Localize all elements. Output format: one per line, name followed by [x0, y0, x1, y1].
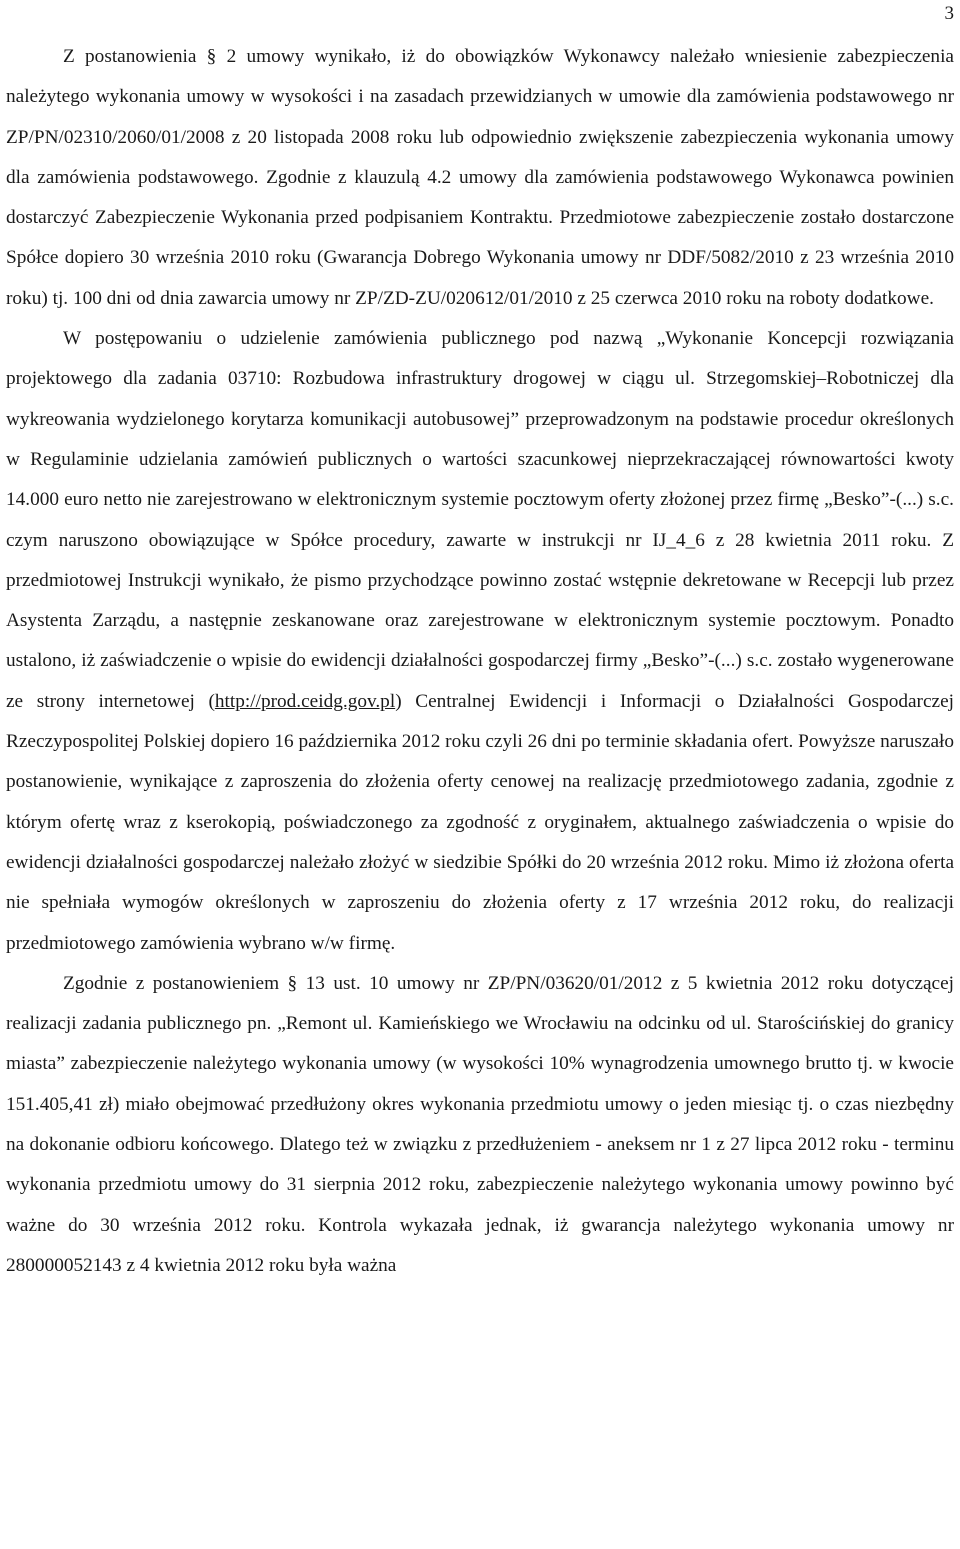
paragraph-performance-bond: Z postanowienia § 2 umowy wynikało, iż do obowiązków Wykonawcy należało wniesienie zabezpieczenia należytego wykonania umowy w wysokości i na zasadach przewidzianych w umowie dla zamówienia podstawowego nr ZP/PN/02310/2060/01/2008 z 20 listopada 2008 roku lub odpowiednio zwiększenie zabezpieczenia wykonania umowy dla zamówienia podstawowego. Zgodnie z klauzulą 4.2 umowy dla zamówienia podstawowego Wykonawca powinien dostarczyć Zabezpieczenie Wykonania przed podpisaniem Kontraktu. Przedmiotowe zabezpieczenie zostało dostarczone Spółce dopiero 30 września 2010 roku (Gwarancja Dobrego Wykonania umowy nr DDF/5082/2010 z 23 września 2010 roku) tj. 100 dni od dnia zawarcia umowy nr ZP/ZD-ZU/020612/01/2010 z 25 czerwca 2010 roku na roboty dodatkowe.: [6, 46, 954, 309]
page-number: 3: [944, 3, 954, 24]
paragraph-procurement-procedure: [6, 319, 954, 964]
paragraph-text-after-link: ) Centralnej Ewidencji i Informacji o Działalności Gospodarczej Rzeczypospolitej Polskiej dopiero 16 października 2012 roku czyli 26 dni po terminie składania ofert. Powyższe naruszało postanowienie, wynikające z zaproszenia do złożenia oferty cenowej na realizację przedmiotowego zadania, zgodnie z którym ofertę wraz z kserokopią, poświadczonego za zgodność z oryginałem, aktualnego zaświadczenia o wpisie do ewidencji działalności gospodarczej należało złożyć w siedzibie Spółki do 20 września 2012 roku. Mimo iż złożona oferta nie spełniała wymogów określonych w zaproszeniu do złożenia oferty z 17 września 2012 roku, do realizacji przedmiotowego zamówienia wybrano w/w firmę.: [6, 690, 954, 954]
paragraph-road-repair-contract: Zgodnie z postanowieniem § 13 ust. 10 umowy nr ZP/PN/03620/01/2012 z 5 kwietnia 2012 roku dotyczącej realizacji zadania publicznego pn. „Remont ul. Kamieńskiego we Wrocławiu na odcinku od ul. Starościńskiej do granicy miasta” zabezpieczenie należytego wykonania umowy (w wysokości 10% wynagrodzenia umownego brutto tj. w kwocie 151.405,41 zł) miało obejmować przedłużony okres wykonania przedmiotu umowy o jeden miesiąc tj. o czas niezbędny na dokonanie odbioru końcowego. Dlatego też w związku z przedłużeniem - aneksem nr 1 z 27 lipca 2012 roku - terminu wykonania przedmiotu umowy do 31 sierpnia 2012 roku, zabezpieczenie należytego wykonania umowy powinno być ważne do 30 września 2012 roku. Kontrola wykazała jednak, iż gwarancja należytego wykonania umowy nr 280000052143 z 4 kwietnia 2012 roku była ważna: [6, 972, 954, 1276]
document-body: [6, 37, 954, 1286]
paragraph-text-before-link: W postępowaniu o udzielenie zamówienia publicznego pod nazwą „Wykonanie Koncepcji rozwiązania projektowego dla zadania 03710: Rozbudowa infrastruktury drogowej w ciągu ul. Strzegomskiej–Robotniczej dla wykreowania wydzielonego korytarza komunikacji autobusowej” przeprowadzonym na podstawie procedur określonych w Regulaminie udzielania zamówień publicznych o wartości szacunkowej nieprzekraczającej równowartości kwoty 14.000 euro netto nie zarejestrowano w elektronicznym systemie pocztowym oferty złożonej przez firmę „Besko”-(...) s.c. czym naruszono obowiązujące w Spółce procedury, zawarte w instrukcji nr IJ_4_6 z 28 kwietnia 2011 roku. Z przedmiotowej Instrukcji wynikało, że pismo przychodzące powinno zostać wstępnie dekretowane w Recepcji lub przez Asystenta Zarządu, a następnie zeskanowane oraz zarejestrowane w elektronicznym systemie pocztowym. Ponadto ustalono, iż zaświadczenie o wpisie do ewidencji działalności gospodarczej firmy „Besko”-(...) s.c. zostało wygenerowane ze strony internetowej (: [6, 328, 954, 712]
ceidg-link[interactable]: http://prod.ceidg.gov.pl: [214, 690, 396, 712]
